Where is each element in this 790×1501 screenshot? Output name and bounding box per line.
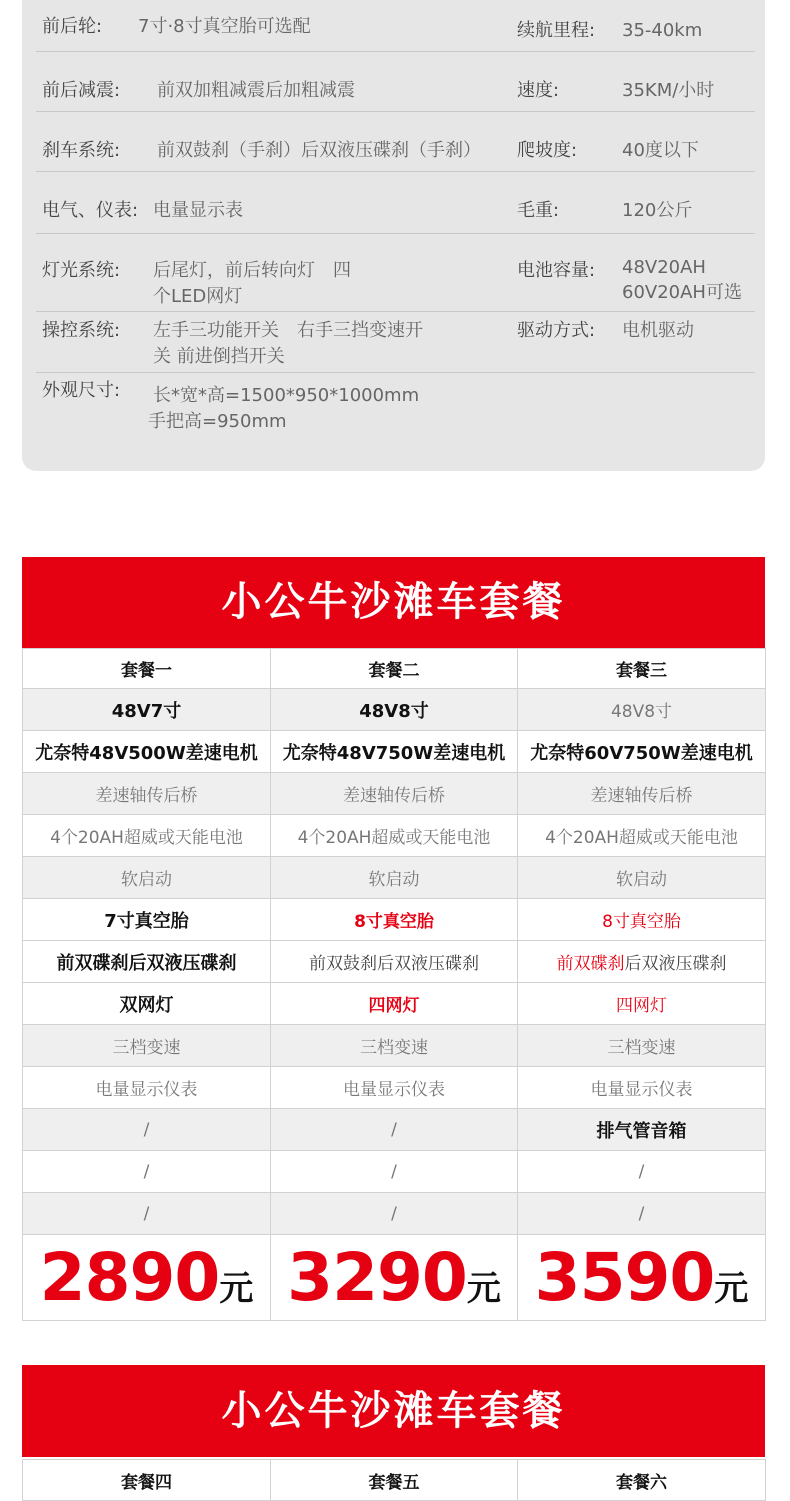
price-cell (271, 1235, 518, 1321)
table-cell: 8寸真空胎 (271, 899, 518, 941)
cell-text: 后双液压碟刹 (624, 954, 727, 974)
table-cell: 48V8寸 (271, 689, 518, 731)
spec-value: 120公斤 (622, 200, 693, 221)
table-row (23, 983, 766, 1025)
package-table (22, 648, 766, 1321)
table-cell: 电量显示仪表 (23, 1067, 271, 1109)
table-cell: 尤奈特48V750W差速电机 (271, 731, 518, 773)
price-cell (518, 1235, 766, 1321)
table-row (23, 689, 766, 731)
table-cell: / (518, 1193, 766, 1235)
spec-value: 40度以下 (622, 140, 699, 161)
spec-value: 前双加粗减震后加粗减震 (157, 80, 355, 101)
table-cell: 尤奈特48V500W差速电机 (23, 731, 271, 773)
table-cell: 软启动 (23, 857, 271, 899)
table-cell: 软启动 (271, 857, 518, 899)
table-cell: 软启动 (518, 857, 766, 899)
table-cell: 排气管音箱 (518, 1109, 766, 1151)
spec-value: 手把高=950mm (148, 411, 287, 432)
table-row (23, 857, 766, 899)
table-cell (518, 941, 766, 983)
table-cell: 4个20AH超威或天能电池 (271, 815, 518, 857)
table-row (23, 1151, 766, 1193)
spec-value: 60V20AH可选 (622, 282, 742, 303)
table-cell: / (23, 1193, 271, 1235)
table-cell: 48V7寸 (23, 689, 271, 731)
spec-label: 电气、仪表: (42, 200, 139, 221)
spec-label: 外观尺寸: (42, 380, 121, 401)
table-cell: / (271, 1193, 518, 1235)
spec-value: 前双鼓刹（手刹）后双液压碟刹（手刹） (157, 140, 481, 161)
spec-label: 前后轮: (42, 16, 103, 37)
table-cell: / (23, 1151, 271, 1193)
spec-value: 电机驱动 (622, 320, 694, 341)
table-cell: 前双碟刹后双液压碟刹 (23, 941, 271, 983)
table-cell: 7寸真空胎 (23, 899, 271, 941)
spec-label: 驱动方式: (517, 320, 596, 341)
spec-label: 前后减震: (42, 80, 121, 101)
spec-value: 后尾灯，前后转向灯 四 (153, 260, 351, 281)
spec-label: 毛重: (517, 200, 560, 221)
table-cell: 差速轴传后桥 (271, 773, 518, 815)
spec-label: 速度: (517, 80, 560, 101)
spec-value: 35KM/小时 (622, 80, 715, 101)
spec-label: 灯光系统: (42, 260, 121, 281)
package-header: 套餐六 (518, 1460, 766, 1501)
spec-label: 爬坡度: (517, 140, 578, 161)
table-cell: 三档变速 (23, 1025, 271, 1067)
spec-row (36, 372, 755, 452)
table-cell: 尤奈特60V750W差速电机 (518, 731, 766, 773)
table-row (23, 1109, 766, 1151)
table-row (23, 1193, 766, 1235)
spec-row (36, 51, 755, 112)
table-cell: / (271, 1109, 518, 1151)
package-header: 套餐三 (518, 649, 766, 689)
table-cell: 三档变速 (518, 1025, 766, 1067)
table-cell: 前双鼓刹后双液压碟刹 (271, 941, 518, 983)
table-row (23, 899, 766, 941)
price-unit: 元 (466, 1269, 501, 1309)
table-row (23, 773, 766, 815)
package-header: 套餐一 (23, 649, 271, 689)
price-unit: 元 (219, 1269, 254, 1309)
table-cell: 四网灯 (518, 983, 766, 1025)
package-title: 小公牛沙滩车套餐 (22, 557, 765, 648)
table-cell: / (518, 1151, 766, 1193)
spec-row (36, 111, 755, 172)
table-cell: 4个20AH超威或天能电池 (23, 815, 271, 857)
table-cell: 8寸真空胎 (518, 899, 766, 941)
price-value: 3590 (534, 1239, 715, 1316)
header-row (23, 649, 766, 689)
package-table (22, 1459, 766, 1501)
package-header: 套餐四 (23, 1460, 271, 1501)
table-row (23, 1025, 766, 1067)
highlight-text: 前双碟刹 (556, 954, 625, 974)
table-cell: 差速轴传后桥 (518, 773, 766, 815)
price-value: 3290 (287, 1239, 467, 1316)
package-header: 套餐二 (271, 649, 518, 689)
table-cell: / (23, 1109, 271, 1151)
table-row (23, 941, 766, 983)
spec-label: 操控系统: (42, 320, 121, 341)
package-title: 小公牛沙滩车套餐 (22, 1365, 765, 1457)
spec-row (36, 171, 755, 234)
spec-card (22, 0, 765, 471)
spec-label: 续航里程: (517, 20, 596, 41)
table-cell: 三档变速 (271, 1025, 518, 1067)
spec-value: 7寸·8寸真空胎可选配 (138, 16, 311, 37)
price-value: 2890 (39, 1239, 220, 1316)
table-cell: 双网灯 (23, 983, 271, 1025)
spec-row (36, 311, 755, 373)
spec-label: 电池容量: (517, 260, 596, 281)
spec-value: 左手三功能开关 右手三挡变速开 (153, 320, 423, 341)
price-row (23, 1235, 766, 1321)
spec-value: 电量显示表 (153, 200, 243, 221)
spec-value: 48V20AH (622, 257, 706, 278)
table-cell: 4个20AH超威或天能电池 (518, 815, 766, 857)
spec-value: 长*宽*高=1500*950*1000mm (153, 385, 420, 406)
table-row (23, 815, 766, 857)
table-cell: 电量显示仪表 (518, 1067, 766, 1109)
table-row (23, 731, 766, 773)
header-row (23, 1460, 766, 1501)
price-cell (23, 1235, 271, 1321)
spec-value: 关 前进倒挡开关 (153, 346, 285, 367)
spec-row (36, 0, 755, 52)
table-cell: 差速轴传后桥 (23, 773, 271, 815)
spec-value: 35-40km (622, 20, 703, 41)
spec-row (36, 233, 755, 312)
table-cell: 48V8寸 (518, 689, 766, 731)
table-row (23, 1067, 766, 1109)
spec-value: 个LED网灯 (153, 286, 243, 307)
table-cell: / (271, 1151, 518, 1193)
price-unit: 元 (714, 1269, 749, 1309)
package-header: 套餐五 (271, 1460, 518, 1501)
table-cell: 四网灯 (271, 983, 518, 1025)
spec-label: 刹车系统: (42, 140, 121, 161)
table-cell: 电量显示仪表 (271, 1067, 518, 1109)
